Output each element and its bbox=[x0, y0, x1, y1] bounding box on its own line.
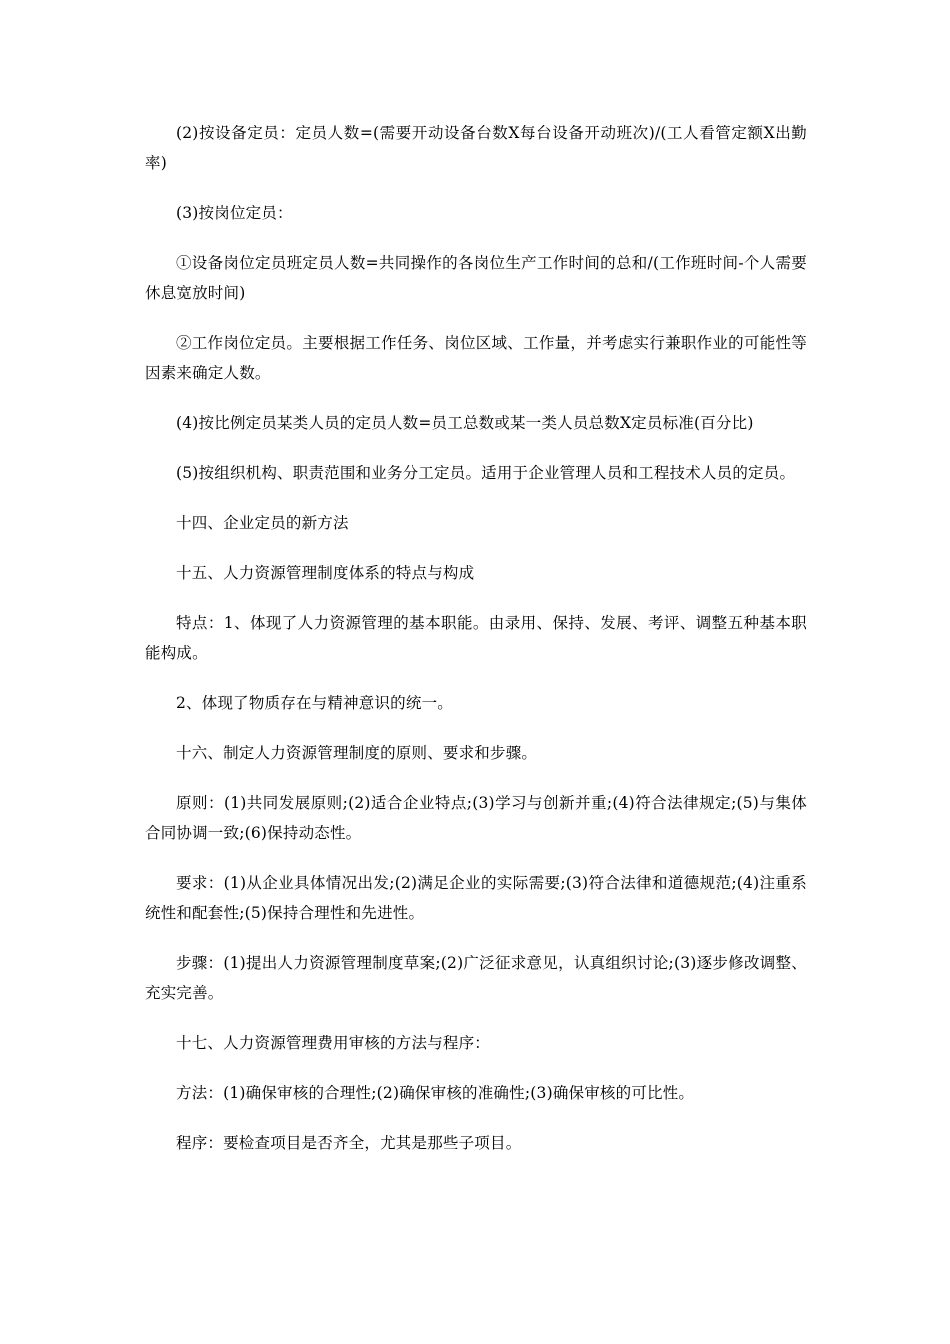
paragraph-features-2: 2、体现了物质存在与精神意识的统一。 bbox=[176, 694, 453, 712]
paragraph-work-post-staffing: ②工作岗位定员。主要根据工作任务、岗位区域、工作量，并考虑实行兼职作业的可能性等因素来确定人数。 bbox=[145, 334, 807, 382]
heading-section-14: 十四、企业定员的新方法 bbox=[176, 514, 349, 532]
paragraph-post-staffing: (3)按岗位定员： bbox=[176, 204, 293, 222]
paragraph-methods: 方法：(1)确保审核的合理性;(2)确保审核的准确性;(3)确保审核的可比性。 bbox=[176, 1084, 695, 1102]
paragraph-requirements: 要求：(1)从企业具体情况出发;(2)满足企业的实际需要;(3)符合法律和道德规范;(4)注重系统性和配套性;(5)保持合理性和先进性。 bbox=[145, 874, 807, 922]
heading-section-17: 十七、人力资源管理费用审核的方法与程序： bbox=[176, 1034, 491, 1052]
heading-section-15: 十五、人力资源管理制度体系的特点与构成 bbox=[176, 564, 475, 582]
paragraph-procedure: 程序：要检查项目是否齐全，尤其是那些子项目。 bbox=[176, 1134, 522, 1152]
paragraph-organization-staffing: (5)按组织机构、职责范围和业务分工定员。适用于企业管理人员和工程技术人员的定员。 bbox=[176, 464, 796, 482]
paragraph-equipment-staffing: (2)按设备定员：定员人数=(需要开动设备台数X每台设备开动班次)/(工人看管定额X出勤率) bbox=[145, 124, 807, 172]
paragraph-ratio-staffing: (4)按比例定员某类人员的定员人数=员工总数或某一类人员总数X定员标准(百分比) bbox=[176, 414, 754, 432]
document-body bbox=[145, 118, 807, 1178]
paragraph-equipment-post-formula: ①设备岗位定员班定员人数=共同操作的各岗位生产工作时间的总和/(工作班时间-个人需要休息宽放时间) bbox=[145, 254, 807, 302]
heading-section-16: 十六、制定人力资源管理制度的原则、要求和步骤。 bbox=[176, 744, 538, 762]
paragraph-steps: 步骤：(1)提出人力资源管理制度草案;(2)广泛征求意见，认真组织讨论;(3)逐步修改调整、充实完善。 bbox=[145, 954, 807, 1002]
paragraph-principles: 原则：(1)共同发展原则;(2)适合企业特点;(3)学习与创新并重;(4)符合法律规定;(5)与集体合同协调一致;(6)保持动态性。 bbox=[145, 794, 807, 842]
paragraph-features-1: 特点：1、体现了人力资源管理的基本职能。由录用、保持、发展、考评、调整五种基本职能构成。 bbox=[145, 614, 807, 662]
